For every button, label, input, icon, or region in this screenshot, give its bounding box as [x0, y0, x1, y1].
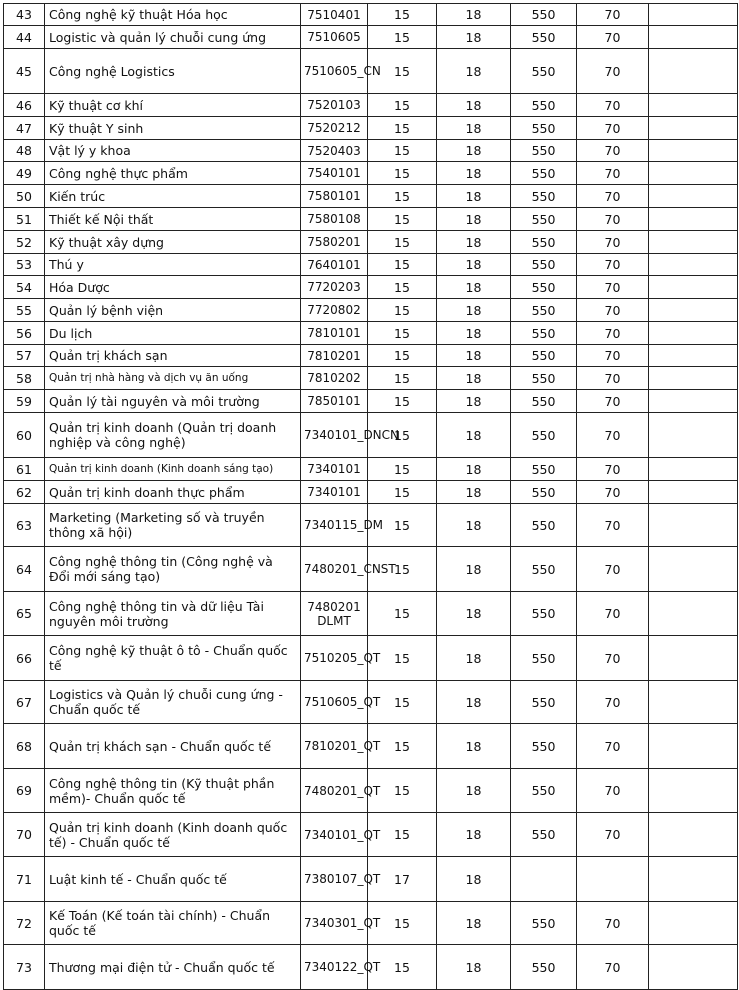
- table-row: [4, 299, 738, 322]
- table-body: [4, 4, 738, 990]
- row-number: 56: [4, 322, 45, 345]
- score-1: 15: [368, 254, 437, 276]
- table-row: [4, 769, 738, 813]
- table-row: [4, 49, 738, 94]
- program-code: 7340122_QT: [301, 945, 368, 990]
- score-4: 70: [577, 681, 649, 724]
- score-4: 70: [577, 117, 649, 140]
- score-4: 70: [577, 769, 649, 813]
- score-2: 18: [437, 322, 511, 345]
- program-code: 7480201_QT: [301, 769, 368, 813]
- table-row: [4, 547, 738, 592]
- table-row: [4, 94, 738, 117]
- row-number: 54: [4, 276, 45, 299]
- table-row: [4, 26, 738, 49]
- program-name: Vật lý y khoa: [45, 140, 301, 162]
- score-2: 18: [437, 681, 511, 724]
- empty-cell: [649, 162, 738, 185]
- row-number: 47: [4, 117, 45, 140]
- score-1: 15: [368, 345, 437, 367]
- score-3: 550: [511, 231, 577, 254]
- row-number: 66: [4, 636, 45, 681]
- row-number: 53: [4, 254, 45, 276]
- empty-cell: [649, 681, 738, 724]
- score-1: 15: [368, 636, 437, 681]
- score-4: 70: [577, 322, 649, 345]
- program-code: 7480201_CNST: [301, 547, 368, 592]
- score-4: 70: [577, 254, 649, 276]
- program-code: 7380107_QT: [301, 857, 368, 902]
- score-1: 15: [368, 413, 437, 458]
- score-2: 18: [437, 26, 511, 49]
- table-row: [4, 162, 738, 185]
- row-number: 48: [4, 140, 45, 162]
- empty-cell: [649, 857, 738, 902]
- program-name: Kỹ thuật Y sinh: [45, 117, 301, 140]
- row-number: 71: [4, 857, 45, 902]
- score-3: 550: [511, 185, 577, 208]
- score-2: 18: [437, 902, 511, 945]
- score-3: 550: [511, 162, 577, 185]
- score-4: 70: [577, 4, 649, 26]
- table-row: [4, 231, 738, 254]
- score-3: 550: [511, 367, 577, 390]
- score-3: 550: [511, 117, 577, 140]
- empty-cell: [649, 636, 738, 681]
- table-row: [4, 636, 738, 681]
- score-3: 550: [511, 636, 577, 681]
- program-name: Logistics và Quản lý chuỗi cung ứng - Chuẩn quốc tế: [45, 681, 301, 724]
- score-2: 18: [437, 504, 511, 547]
- row-number: 44: [4, 26, 45, 49]
- score-3: 550: [511, 254, 577, 276]
- score-1: 15: [368, 94, 437, 117]
- table-row: [4, 4, 738, 26]
- program-name: Công nghệ thông tin và dữ liệu Tài nguyên môi trường: [45, 592, 301, 636]
- row-number: 61: [4, 458, 45, 481]
- score-4: 70: [577, 636, 649, 681]
- program-code: 7580101: [301, 185, 368, 208]
- score-3: 550: [511, 902, 577, 945]
- program-name: Marketing (Marketing số và truyền thông xã hội): [45, 504, 301, 547]
- row-number: 49: [4, 162, 45, 185]
- score-1: 15: [368, 813, 437, 857]
- row-number: 69: [4, 769, 45, 813]
- score-4: 70: [577, 902, 649, 945]
- program-name: Quản lý tài nguyên và môi trường: [45, 390, 301, 413]
- table-row: [4, 117, 738, 140]
- program-name: Kỹ thuật cơ khí: [45, 94, 301, 117]
- row-number: 55: [4, 299, 45, 322]
- program-code: 7340101: [301, 481, 368, 504]
- table-row: [4, 857, 738, 902]
- score-4: 70: [577, 724, 649, 769]
- score-2: 18: [437, 592, 511, 636]
- table-row: [4, 458, 738, 481]
- score-1: 15: [368, 208, 437, 231]
- empty-cell: [649, 26, 738, 49]
- table-row: [4, 322, 738, 345]
- program-code: 7850101: [301, 390, 368, 413]
- score-1: 15: [368, 504, 437, 547]
- table-row: [4, 813, 738, 857]
- program-code: 7340115_DM: [301, 504, 368, 547]
- score-3: 550: [511, 322, 577, 345]
- score-1: 15: [368, 367, 437, 390]
- row-number: 57: [4, 345, 45, 367]
- program-name: Quản trị kinh doanh thực phẩm: [45, 481, 301, 504]
- program-code: 7580108: [301, 208, 368, 231]
- score-4: 70: [577, 413, 649, 458]
- empty-cell: [649, 504, 738, 547]
- program-name: Công nghệ thực phẩm: [45, 162, 301, 185]
- table-row: [4, 254, 738, 276]
- program-name: Luật kinh tế - Chuẩn quốc tế: [45, 857, 301, 902]
- score-1: 15: [368, 117, 437, 140]
- score-3: 550: [511, 49, 577, 94]
- score-3: 550: [511, 547, 577, 592]
- score-1: 15: [368, 902, 437, 945]
- score-4: 70: [577, 458, 649, 481]
- row-number: 68: [4, 724, 45, 769]
- program-name: Thú y: [45, 254, 301, 276]
- score-4: 70: [577, 345, 649, 367]
- score-2: 18: [437, 390, 511, 413]
- program-code: 7810202: [301, 367, 368, 390]
- program-name: Công nghệ Logistics: [45, 49, 301, 94]
- score-4: 70: [577, 945, 649, 990]
- empty-cell: [649, 208, 738, 231]
- score-4: 70: [577, 208, 649, 231]
- program-code: 7640101: [301, 254, 368, 276]
- program-code: 7540101: [301, 162, 368, 185]
- table-row: [4, 481, 738, 504]
- score-3: 550: [511, 390, 577, 413]
- score-2: 18: [437, 345, 511, 367]
- score-1: 15: [368, 4, 437, 26]
- score-2: 18: [437, 367, 511, 390]
- score-4: 70: [577, 162, 649, 185]
- empty-cell: [649, 724, 738, 769]
- score-2: 18: [437, 481, 511, 504]
- table-row: [4, 276, 738, 299]
- score-4: 70: [577, 592, 649, 636]
- empty-cell: [649, 413, 738, 458]
- empty-cell: [649, 4, 738, 26]
- score-3: 550: [511, 724, 577, 769]
- empty-cell: [649, 117, 738, 140]
- empty-cell: [649, 390, 738, 413]
- empty-cell: [649, 94, 738, 117]
- score-3: 550: [511, 681, 577, 724]
- score-4: [577, 857, 649, 902]
- score-4: 70: [577, 481, 649, 504]
- program-code: 7340101_QT: [301, 813, 368, 857]
- score-2: 18: [437, 49, 511, 94]
- score-1: 15: [368, 681, 437, 724]
- program-code: 7340101: [301, 458, 368, 481]
- table-row: [4, 140, 738, 162]
- score-2: 18: [437, 140, 511, 162]
- score-4: 70: [577, 26, 649, 49]
- empty-cell: [649, 367, 738, 390]
- empty-cell: [649, 481, 738, 504]
- empty-cell: [649, 185, 738, 208]
- score-4: 70: [577, 813, 649, 857]
- score-1: 15: [368, 390, 437, 413]
- row-number: 63: [4, 504, 45, 547]
- program-name: Thương mại điện tử - Chuẩn quốc tế: [45, 945, 301, 990]
- program-code: 7810201_QT: [301, 724, 368, 769]
- table-row: [4, 592, 738, 636]
- row-number: 73: [4, 945, 45, 990]
- program-name: Kiến trúc: [45, 185, 301, 208]
- row-number: 65: [4, 592, 45, 636]
- score-1: 17: [368, 857, 437, 902]
- row-number: 43: [4, 4, 45, 26]
- table-row: [4, 902, 738, 945]
- score-3: 550: [511, 458, 577, 481]
- program-name: Kế Toán (Kế toán tài chính) - Chuẩn quốc tế: [45, 902, 301, 945]
- program-code: 7580201: [301, 231, 368, 254]
- score-3: 550: [511, 345, 577, 367]
- program-code: 7720802: [301, 299, 368, 322]
- program-name: Logistic và quản lý chuỗi cung ứng: [45, 26, 301, 49]
- score-2: 18: [437, 413, 511, 458]
- row-number: 52: [4, 231, 45, 254]
- score-3: 550: [511, 813, 577, 857]
- program-name: Công nghệ thông tin (Công nghệ và Đổi mới sáng tạo): [45, 547, 301, 592]
- score-1: 15: [368, 140, 437, 162]
- score-2: 18: [437, 299, 511, 322]
- score-2: 18: [437, 636, 511, 681]
- empty-cell: [649, 592, 738, 636]
- program-code: 7510605: [301, 26, 368, 49]
- table-row: [4, 367, 738, 390]
- program-code: 7510605_QT: [301, 681, 368, 724]
- score-4: 70: [577, 140, 649, 162]
- score-4: 70: [577, 547, 649, 592]
- score-3: 550: [511, 4, 577, 26]
- row-number: 62: [4, 481, 45, 504]
- row-number: 50: [4, 185, 45, 208]
- table-row: [4, 681, 738, 724]
- program-code: 7520212: [301, 117, 368, 140]
- empty-cell: [649, 769, 738, 813]
- program-name: Du lịch: [45, 322, 301, 345]
- score-1: 15: [368, 299, 437, 322]
- score-2: 18: [437, 458, 511, 481]
- empty-cell: [649, 322, 738, 345]
- score-4: 70: [577, 504, 649, 547]
- program-name: Công nghệ kỹ thuật Hóa học: [45, 4, 301, 26]
- program-code: 7510605_CN: [301, 49, 368, 94]
- empty-cell: [649, 231, 738, 254]
- score-2: 18: [437, 769, 511, 813]
- program-name: Công nghệ thông tin (Kỹ thuật phần mềm)- Chuẩn quốc tế: [45, 769, 301, 813]
- score-3: 550: [511, 94, 577, 117]
- score-2: 18: [437, 162, 511, 185]
- program-code: 7810201: [301, 345, 368, 367]
- row-number: 72: [4, 902, 45, 945]
- score-2: 18: [437, 208, 511, 231]
- table-row: [4, 724, 738, 769]
- table-row: [4, 504, 738, 547]
- program-name: Công nghệ kỹ thuật ô tô - Chuẩn quốc tế: [45, 636, 301, 681]
- program-name: Quản trị kinh doanh (Kinh doanh quốc tế) - Chuẩn quốc tế: [45, 813, 301, 857]
- score-3: 550: [511, 299, 577, 322]
- score-1: 15: [368, 769, 437, 813]
- program-name: Quản trị nhà hàng và dịch vụ ăn uống: [45, 367, 301, 390]
- row-number: 59: [4, 390, 45, 413]
- score-2: 18: [437, 813, 511, 857]
- program-code: 7480201 DLMT: [301, 592, 368, 636]
- program-code: 7520403: [301, 140, 368, 162]
- row-number: 67: [4, 681, 45, 724]
- table-row: [4, 413, 738, 458]
- row-number: 46: [4, 94, 45, 117]
- score-2: 18: [437, 945, 511, 990]
- program-name: Quản trị kinh doanh (Kinh doanh sáng tạo): [45, 458, 301, 481]
- program-code: 7340301_QT: [301, 902, 368, 945]
- score-3: 550: [511, 592, 577, 636]
- score-1: 15: [368, 49, 437, 94]
- score-3: [511, 857, 577, 902]
- program-code: 7510205_QT: [301, 636, 368, 681]
- empty-cell: [649, 276, 738, 299]
- empty-cell: [649, 813, 738, 857]
- score-1: 15: [368, 945, 437, 990]
- score-1: 15: [368, 231, 437, 254]
- score-1: 15: [368, 162, 437, 185]
- empty-cell: [649, 902, 738, 945]
- score-3: 550: [511, 208, 577, 231]
- row-number: 70: [4, 813, 45, 857]
- empty-cell: [649, 140, 738, 162]
- program-name: Quản trị khách sạn - Chuẩn quốc tế: [45, 724, 301, 769]
- table-row: [4, 345, 738, 367]
- score-1: 15: [368, 481, 437, 504]
- score-3: 550: [511, 504, 577, 547]
- score-4: 70: [577, 94, 649, 117]
- score-2: 18: [437, 276, 511, 299]
- row-number: 64: [4, 547, 45, 592]
- empty-cell: [649, 345, 738, 367]
- empty-cell: [649, 299, 738, 322]
- table-row: [4, 390, 738, 413]
- table-row: [4, 945, 738, 990]
- score-3: 550: [511, 769, 577, 813]
- program-name: Quản trị kinh doanh (Quản trị doanh nghiệp và công nghệ): [45, 413, 301, 458]
- row-number: 60: [4, 413, 45, 458]
- score-2: 18: [437, 117, 511, 140]
- score-1: 15: [368, 322, 437, 345]
- row-number: 51: [4, 208, 45, 231]
- program-name: Hóa Dược: [45, 276, 301, 299]
- score-3: 550: [511, 26, 577, 49]
- program-code: 7520103: [301, 94, 368, 117]
- score-1: 15: [368, 458, 437, 481]
- score-1: 15: [368, 276, 437, 299]
- score-4: 70: [577, 390, 649, 413]
- score-4: 70: [577, 231, 649, 254]
- score-1: 15: [368, 592, 437, 636]
- score-3: 550: [511, 140, 577, 162]
- row-number: 45: [4, 49, 45, 94]
- program-code: 7510401: [301, 4, 368, 26]
- empty-cell: [649, 49, 738, 94]
- score-1: 15: [368, 724, 437, 769]
- score-3: 550: [511, 413, 577, 458]
- program-name: Quản lý bệnh viện: [45, 299, 301, 322]
- score-2: 18: [437, 254, 511, 276]
- empty-cell: [649, 458, 738, 481]
- program-code: 7810101: [301, 322, 368, 345]
- score-2: 18: [437, 547, 511, 592]
- score-2: 18: [437, 231, 511, 254]
- score-4: 70: [577, 276, 649, 299]
- score-4: 70: [577, 367, 649, 390]
- program-name: Thiết kế Nội thất: [45, 208, 301, 231]
- score-4: 70: [577, 185, 649, 208]
- score-2: 18: [437, 94, 511, 117]
- row-number: 58: [4, 367, 45, 390]
- program-name: Kỹ thuật xây dựng: [45, 231, 301, 254]
- score-2: 18: [437, 4, 511, 26]
- table-row: [4, 185, 738, 208]
- score-2: 18: [437, 724, 511, 769]
- empty-cell: [649, 254, 738, 276]
- score-2: 18: [437, 185, 511, 208]
- admission-table: [3, 3, 738, 990]
- program-code: 7720203: [301, 276, 368, 299]
- score-1: 15: [368, 26, 437, 49]
- score-4: 70: [577, 299, 649, 322]
- score-3: 550: [511, 481, 577, 504]
- score-1: 15: [368, 185, 437, 208]
- program-name: Quản trị khách sạn: [45, 345, 301, 367]
- score-2: 18: [437, 857, 511, 902]
- score-1: 15: [368, 547, 437, 592]
- score-3: 550: [511, 945, 577, 990]
- empty-cell: [649, 547, 738, 592]
- program-code: 7340101_DNCN: [301, 413, 368, 458]
- table-row: [4, 208, 738, 231]
- score-3: 550: [511, 276, 577, 299]
- empty-cell: [649, 945, 738, 990]
- score-4: 70: [577, 49, 649, 94]
